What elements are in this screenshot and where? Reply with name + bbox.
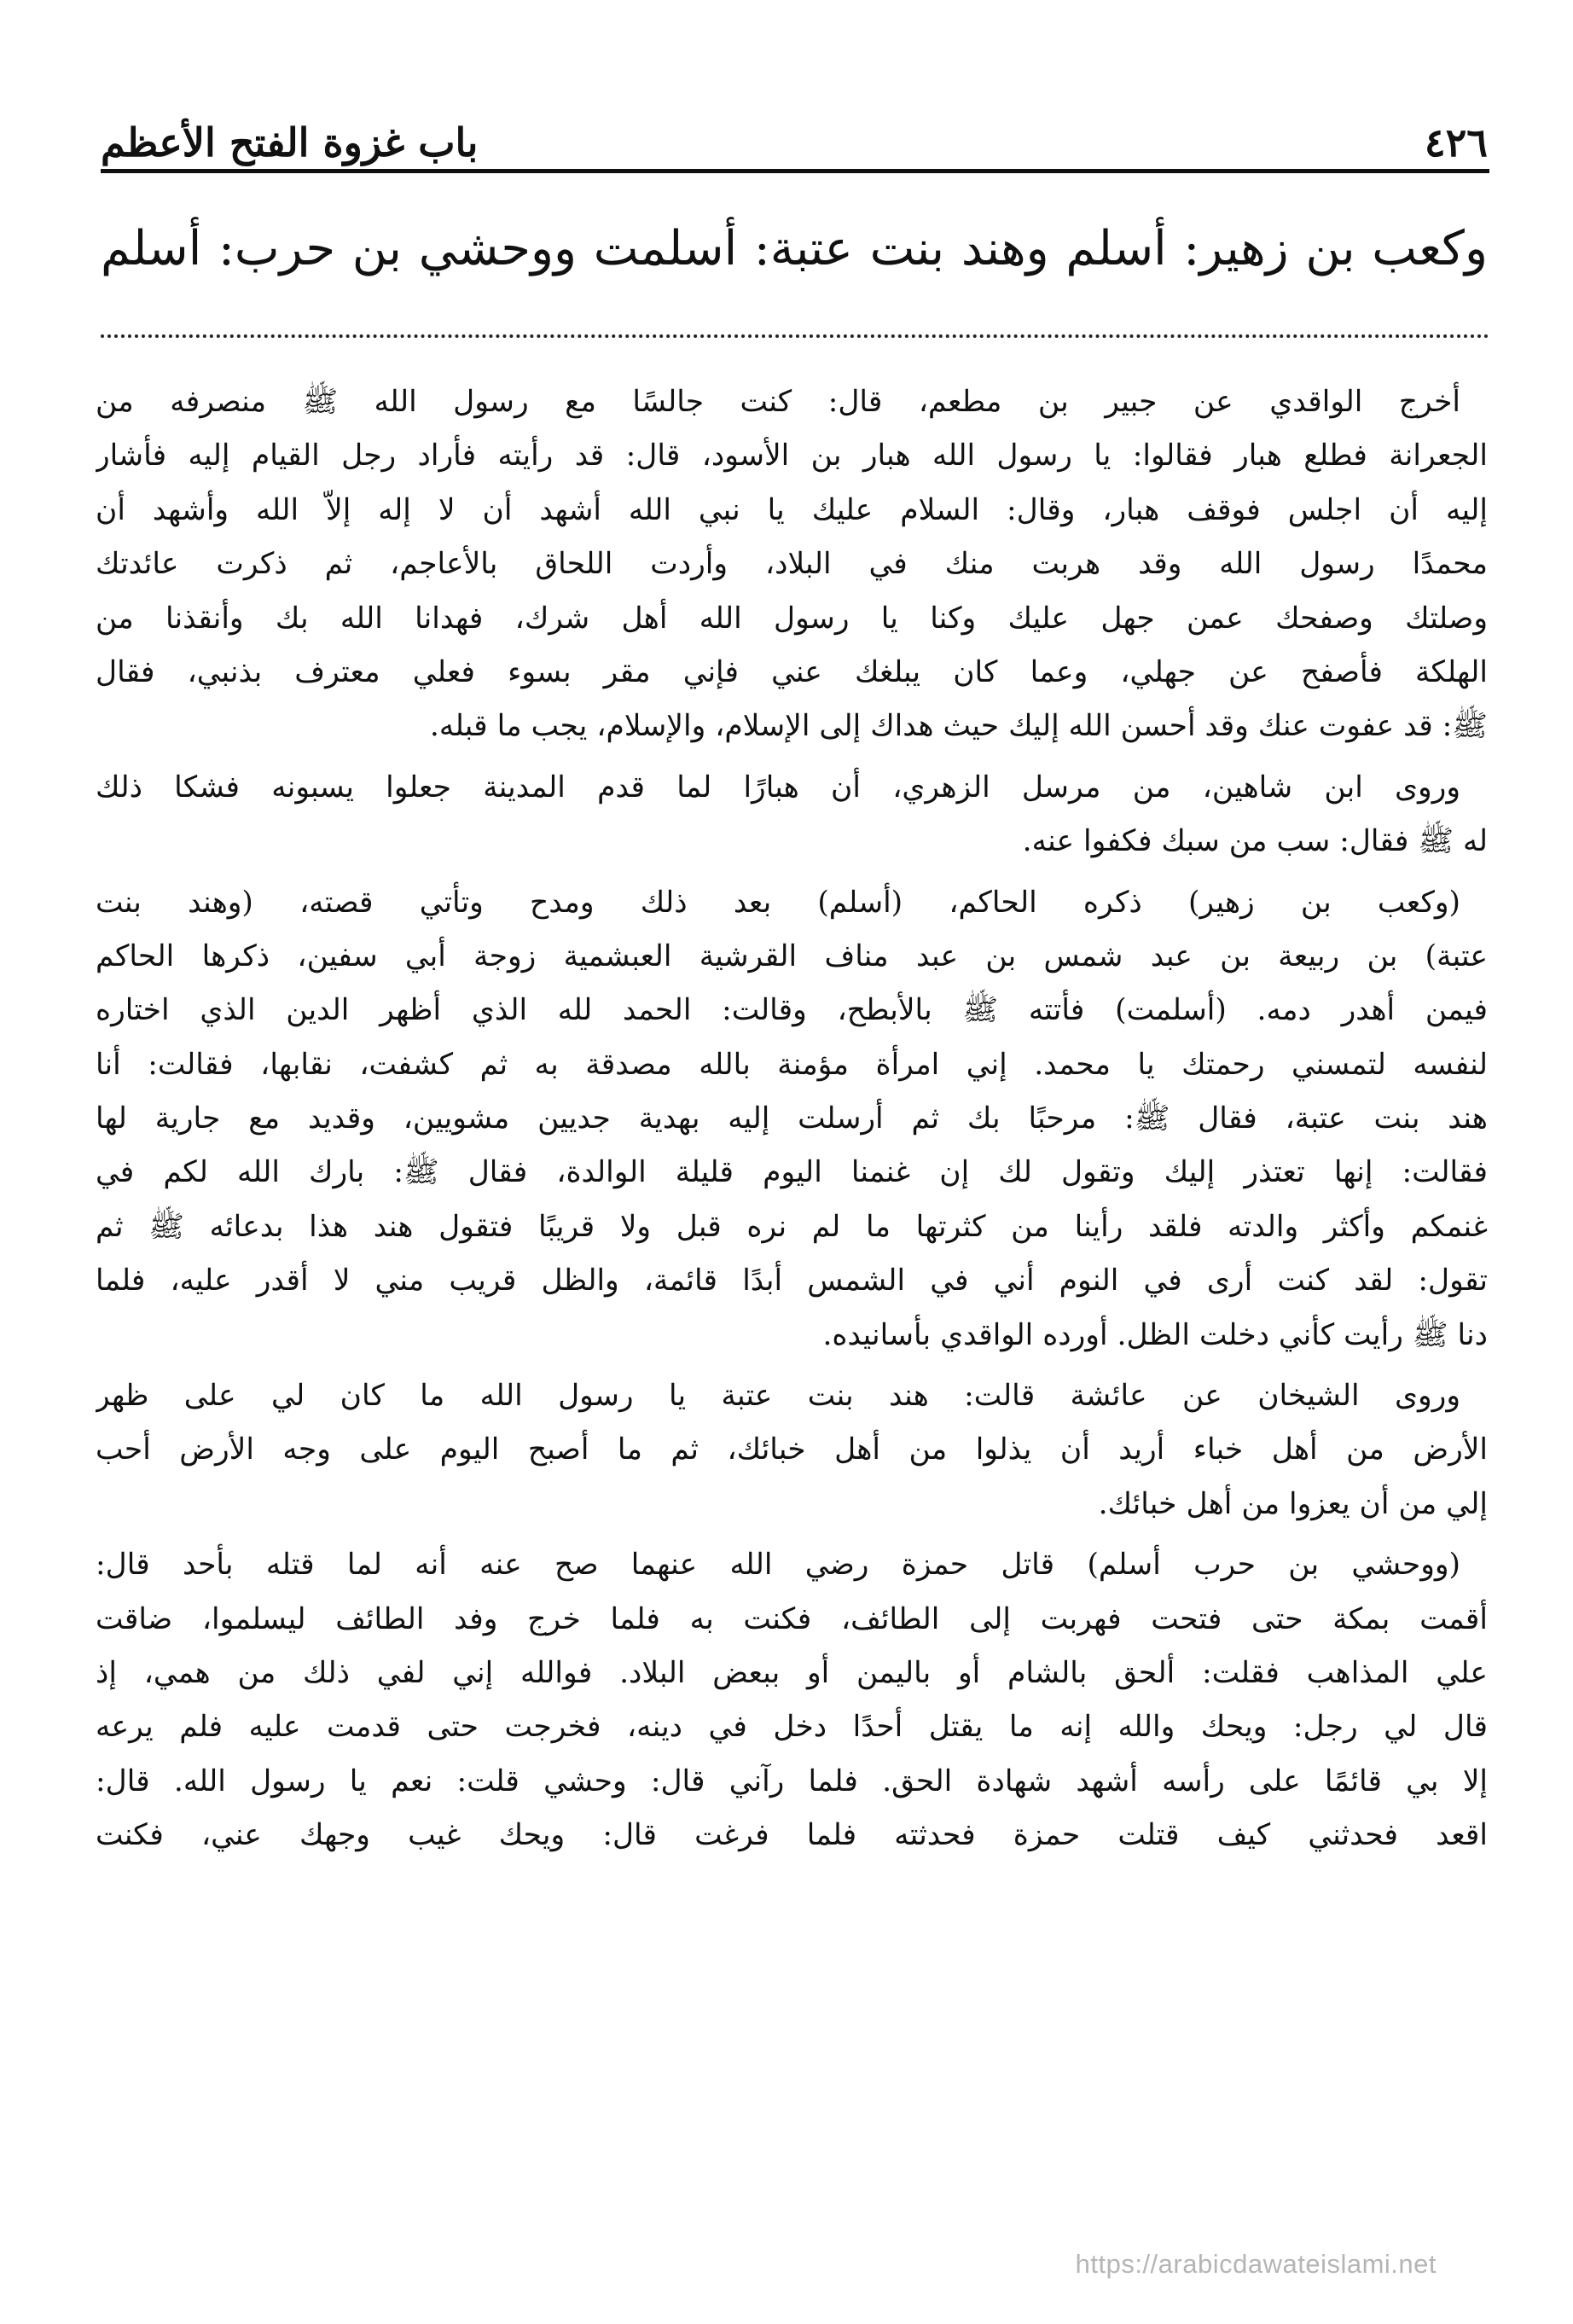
matn-text: وكعب بن زهير: أسلم وهند بنت عتبة: أسلمت ووحشي بن حرب: أسلم — [101, 221, 1488, 276]
text-line: (ووحشي بن حرب أسلم) قاتل حمزة رضي الله عنهما صح عنه أنه لما قتله بأحد قال: — [96, 1548, 1460, 1583]
page-number: ٤٢٦ — [1424, 119, 1488, 166]
text-line: الأرض من أهل خباء أريد أن يذلوا من أهل خبائك، ثم ما أصبح اليوم على وجه الأرض أحب — [96, 1432, 1488, 1467]
text-line: (وكعب بن زهير) ذكره الحاكم، (أسلم) بعد ذلك ومدح وتأتي قصته، (وهند بنت — [96, 885, 1460, 920]
text-line: له ﷺ فقال: سب من سبك فكفوا عنه. — [1022, 824, 1488, 859]
text-line: هند بنت عتبة، فقال ﷺ: مرحبًا بك ثم أرسلت إليه بهدية جديين مشويين، وقديد مع جارية لها — [96, 1101, 1488, 1136]
text-line: اقعد فحدثني كيف قتلت حمزة فحدثته فلما فرغت قال: ويحك غيب وجهك عني، فكنت — [96, 1818, 1488, 1853]
text-line: إلا بي قائمًا على رأسه أشهد شهادة الحق. فلما رآني قال: وحشي قلت: نعم يا رسول الله. قال: — [96, 1763, 1488, 1798]
paragraph-wahshi — [96, 1538, 1488, 1862]
chapter-title: باب غزوة الفتح الأعظم — [101, 119, 479, 166]
text-line: لنفسه لتمسني رحمتك يا محمد. إني امرأة مؤمنة بالله مصدقة به ثم كشفت، نقابها، فقالت: أنا — [96, 1047, 1488, 1082]
text-line: أخرج الواقدي عن جبير بن مطعم، قال: كنت جالسًا مع رسول الله ﷺ منصرفه من — [96, 385, 1460, 419]
text-line: الهلكة فأصفح عن جهلي، وعما كان يبلغك عني فإني مقر بسوء فعلي معترف بذنبي، فقال — [96, 654, 1488, 689]
text-line: أقمت بمكة حتى فتحت فهربت إلى الطائف، فكنت به فلما خرج وفد الطائف ليسلموا، ضاقت — [96, 1601, 1488, 1636]
dotted-separator — [101, 334, 1489, 338]
text-line: ﷺ: قد عفوت عنك وقد أحسن الله إليك حيث هداك إلى الإسلام، والإسلام، يجب ما قبله. — [429, 709, 1488, 744]
text-line: قال لي رجل: ويحك والله إنه ما يقتل أحدًا دخل في دينه، فخرجت حتى قدمت عليه فلم يرعه — [96, 1710, 1488, 1745]
header-rule — [101, 169, 1489, 173]
text-line: محمدًا رسول الله وقد هربت منك في البلاد، وأردت اللحاق بالأعاجم، ثم ذكرت عائدتك — [96, 547, 1488, 582]
text-line: وروى ابن شاهين، من مرسل الزهري، أن هبارًا لما قدم المدينة جعلوا يسبونه فشكا ذلك — [96, 770, 1460, 805]
text-line: إليه أن اجلس فوقف هبار، وقال: السلام عليك يا نبي الله أشهد أن لا إله إلاّ الله وأشهد أن — [96, 492, 1488, 527]
running-header — [101, 94, 1488, 166]
text-line: غنمكم وأكثر والدته فلقد رأينا من كثرتها ما لم نره قبل ولا قريبًا فتقول هند هذا بدعائه ﷺ ثم — [96, 1209, 1488, 1244]
paragraph-ibn-shahin — [96, 761, 1488, 869]
paragraph-aisha — [96, 1369, 1488, 1531]
text-line: إلي من أن يعزوا من أهل خبائك. — [1098, 1486, 1488, 1521]
text-line: وروى الشيخان عن عائشة قالت: هند بنت عتبة يا رسول الله ما كان لي على ظهر — [96, 1379, 1460, 1414]
text-line: عتبة) بن ربيعة بن عبد شمس بن عبد مناف القرشية العبشمية زوجة أبي سفين، ذكرها الحاكم — [96, 938, 1488, 973]
text-line: دنا ﷺ رأيت كأني دخلت الظل. أورده الواقدي بأسانيده. — [822, 1317, 1488, 1352]
paragraph-habbar — [96, 375, 1488, 754]
paragraph-kaab-hind — [96, 876, 1488, 1363]
text-line: الجعرانة فطلع هبار فقالوا: يا رسول الله هبار بن الأسود، قال: قد رأيته فأراد رجل القيام إليه فأشار — [96, 439, 1488, 474]
commentary-body — [96, 375, 1488, 1870]
text-line: فيمن أهدر دمه. (أسلمت) فأتته ﷺ بالأبطح، وقالت: الحمد لله الذي أظهر الدين الذي اختاره — [96, 993, 1488, 1028]
text-line: وصلتك وصفحك عمن جهل عليك وكنا يا رسول الله أهل شرك، فهدانا الله بك وأنقذنا من — [96, 601, 1488, 636]
text-line: فقالت: إنها تعتذر إليك وتقول لك إن غنمنا اليوم قليلة الوالدة، فقال ﷺ: بارك الله لكم في — [96, 1155, 1488, 1190]
text-line: علي المذاهب فقلت: ألحق بالشام أو باليمن أو ببعض البلاد. فوالله إني لفي ذلك من همي، إذ — [96, 1655, 1488, 1690]
text-line: تقول: لقد كنت أرى في النوم أني في الشمس أبدًا قائمة، والظل قريب مني لا أقدر عليه، فلما — [96, 1264, 1488, 1299]
watermark-url: https://arabicdawateislami.net — [1075, 2249, 1437, 2279]
